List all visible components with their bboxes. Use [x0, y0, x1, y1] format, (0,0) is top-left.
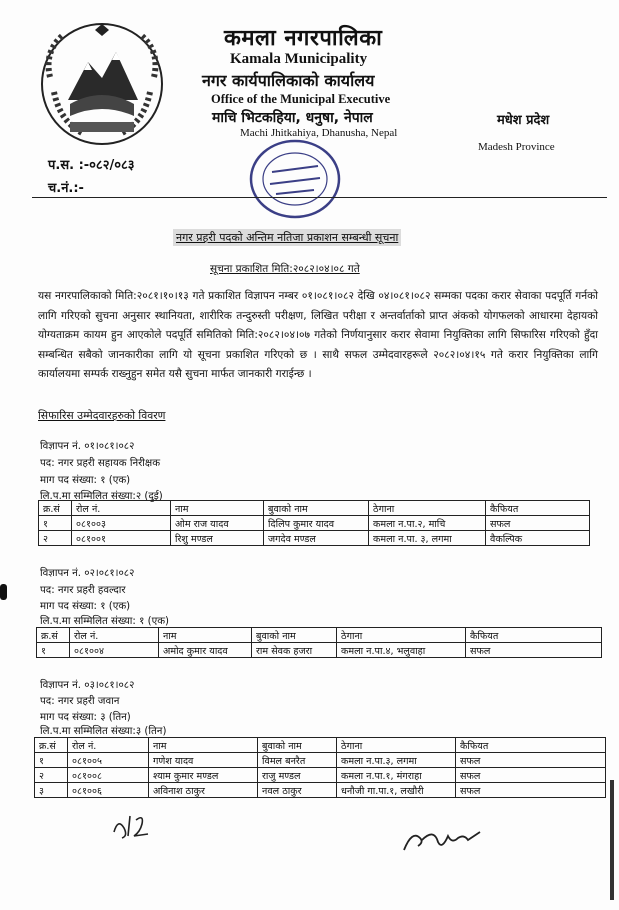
cell-father: राजु मण्डल: [258, 768, 337, 783]
table-header-row: [39, 501, 590, 516]
ad1-demand: माग पद संख्या: १ (एक): [40, 475, 131, 486]
office-name-en: Office of the Municipal Executive: [211, 92, 391, 106]
col-father: बुवाको नाम: [264, 501, 369, 516]
cell-name: अविनाश ठाकुर: [149, 783, 258, 798]
ad1-included: लि.प.मा सम्मिलित संख्या:२ (दुई): [40, 491, 163, 502]
letter-number: प.स. :-०८२/०८३: [48, 158, 135, 173]
cell-address: कमला न.पा.१, मंगराहा: [337, 768, 456, 783]
cell-father: दिलिप कुमार यादव: [264, 516, 369, 531]
col-serial: क्र.सं: [35, 738, 68, 753]
cell-serial: २: [39, 531, 72, 546]
ad1-post: पद: नगर प्रहरी सहायक निरीक्षक: [40, 458, 161, 469]
cell-father: राम सेवक हजरा: [252, 643, 337, 658]
ad2-post: पद: नगर प्रहरी हवल्दार: [40, 585, 126, 596]
cell-roll: ०८१००४: [70, 643, 159, 658]
col-serial: क्र.सं: [39, 501, 72, 516]
cell-father: नवल ठाकुर: [258, 783, 337, 798]
dispatch-number: च.नं.:-: [48, 181, 84, 196]
scan-edge-mark: [0, 584, 7, 600]
notice-subject: नगर प्रहरी पदको अन्तिम नतिजा प्रकाशन सम्बन्धी सूचना: [173, 229, 401, 246]
table-header-row: [37, 628, 602, 643]
results-table-ad3: [34, 737, 606, 798]
cell-roll: ०८१००८: [68, 768, 149, 783]
cell-address: धनौजी गा.पा.१, लखौरी: [337, 783, 456, 798]
initials-signature: [110, 810, 160, 842]
table-row: [39, 531, 590, 546]
ad3-included: लि.प.मा सम्मिलित संख्या:३ (तिन): [40, 726, 167, 737]
table-row: [35, 783, 606, 798]
cell-address: कमला न.पा.२, माचि: [369, 516, 486, 531]
municipality-name-en: Kamala Municipality: [230, 51, 368, 67]
address-en: Machi Jhitkahiya, Dhanusha, Nepal: [240, 127, 398, 139]
cell-roll: ०८१००५: [68, 753, 149, 768]
cell-remarks: सफल: [466, 643, 602, 658]
cell-remarks: वैकल्पिक: [486, 531, 590, 546]
cell-address: कमला न.पा.३, लगमा: [337, 753, 456, 768]
col-name: नाम: [149, 738, 258, 753]
col-remarks: कैफियत: [486, 501, 590, 516]
cell-name: ओम राज यादव: [171, 516, 264, 531]
results-table-ad1: [38, 500, 590, 546]
handwritten-signature: [398, 820, 484, 856]
ad1-number: विज्ञापन नं. ०१।०८१।०८२: [40, 441, 135, 452]
cell-name: गणेश यादव: [149, 753, 258, 768]
cell-serial: १: [35, 753, 68, 768]
col-address: ठेगाना: [337, 738, 456, 753]
cell-name: श्याम कुमार मण्डल: [149, 768, 258, 783]
table-row: [35, 768, 606, 783]
ad2-demand: माग पद संख्या: १ (एक): [40, 601, 131, 612]
cell-name: अमोद कुमार यादव: [159, 643, 252, 658]
header-divider: [32, 197, 607, 198]
ad3-demand: माग पद संख्या: ३ (तिन): [40, 712, 131, 723]
address-np: माचि भिटकहिया, धनुषा, नेपाल: [212, 110, 373, 126]
province-en: Madesh Province: [478, 141, 555, 153]
cell-roll: ०८१००३: [72, 516, 171, 531]
table-row: [37, 643, 602, 658]
cell-serial: ३: [35, 783, 68, 798]
cell-serial: १: [39, 516, 72, 531]
cell-roll: ०८१००१: [72, 531, 171, 546]
cell-remarks: सफल: [456, 783, 606, 798]
cell-address: कमला न.पा.४, भलुवाहा: [337, 643, 466, 658]
notice-body: यस नगरपालिकाको मिति:२०८१।१०।१३ गते प्रकाशित विज्ञापन नम्बर ०१।०८१।०८२ देखि ०४।०८१।०८२ सम्मका पदका करार सेवाका पदपूर्ति गर्नको लागि गरिएको सुचना अनुसार स्थानियता, शारीरिक तन्दुरुस्ती परीक्षण, लिखित परीक्षा र अन्तर्वार्ताको प्राप्त अंकको योगफलको आधारमा देहायको योग्यताक्रम कायम हुन आएकोले पदपूर्ति समितिको मिति:२०८२।०४।०७ गतेको निर्णयानुसार करार सेवामा नियुक्तिका लागि सिफारिस गरिएको हुँदा सम्बन्धित सबैको जानकारीका लागि यो सूचना प्रकाशित गरिएको छ । साथै सफल उम्मेदवारहरूले २०८२।०४।१५ गते करार नियुक्तिका लागि कार्यालयमा सम्पर्क राख्नुहुन समेत यसै सुचना मार्फत जानकारी गराईन्छ ।: [38, 290, 598, 380]
col-serial: क्र.सं: [37, 628, 70, 643]
scan-edge-shadow: [610, 780, 614, 900]
cell-roll: ०८१००६: [68, 783, 149, 798]
municipality-name-np: कमला नगरपालिका: [224, 26, 383, 51]
col-name: नाम: [159, 628, 252, 643]
col-father: बुवाको नाम: [252, 628, 337, 643]
cell-remarks: सफल: [486, 516, 590, 531]
official-stamp: [244, 132, 346, 226]
nepal-emblem-logo: [40, 22, 164, 146]
col-roll: रोल नं.: [72, 501, 171, 516]
ad2-included: लि.प.मा सम्मिलित संख्या: १ (एक): [40, 616, 170, 627]
cell-serial: १: [37, 643, 70, 658]
cell-father: विमल बनरैत: [258, 753, 337, 768]
col-remarks: कैफियत: [456, 738, 606, 753]
table-row: [35, 753, 606, 768]
ad2-number: विज्ञापन नं. ०२।०८१।०८२: [40, 568, 135, 579]
section-title: सिफारिस उम्मेदवारहरुको विवरण: [38, 409, 166, 422]
col-roll: रोल नं.: [70, 628, 159, 643]
col-father: बुवाको नाम: [258, 738, 337, 753]
results-table-ad2: [36, 627, 602, 658]
province-np: मधेश प्रदेश: [497, 113, 550, 128]
office-name-np: नगर कार्यपालिकाको कार्यालय: [202, 71, 375, 90]
table-header-row: [35, 738, 606, 753]
cell-name: रिशु मण्डल: [171, 531, 264, 546]
col-roll: रोल नं.: [68, 738, 149, 753]
col-name: नाम: [171, 501, 264, 516]
cell-remarks: सफल: [456, 768, 606, 783]
published-date: सूचना प्रकाशित मिति:२०८२।०४।०८ गते: [210, 263, 360, 275]
table-row: [39, 516, 590, 531]
col-remarks: कैफियत: [466, 628, 602, 643]
ad3-post: पद: नगर प्रहरी जवान: [40, 696, 120, 707]
cell-remarks: सफल: [456, 753, 606, 768]
cell-address: कमला न.पा. ३, लगमा: [369, 531, 486, 546]
ad3-number: विज्ञापन नं. ०३।०८१।०८२: [40, 680, 135, 691]
cell-serial: २: [35, 768, 68, 783]
col-address: ठेगाना: [369, 501, 486, 516]
cell-father: जगदेव मण्डल: [264, 531, 369, 546]
col-address: ठेगाना: [337, 628, 466, 643]
